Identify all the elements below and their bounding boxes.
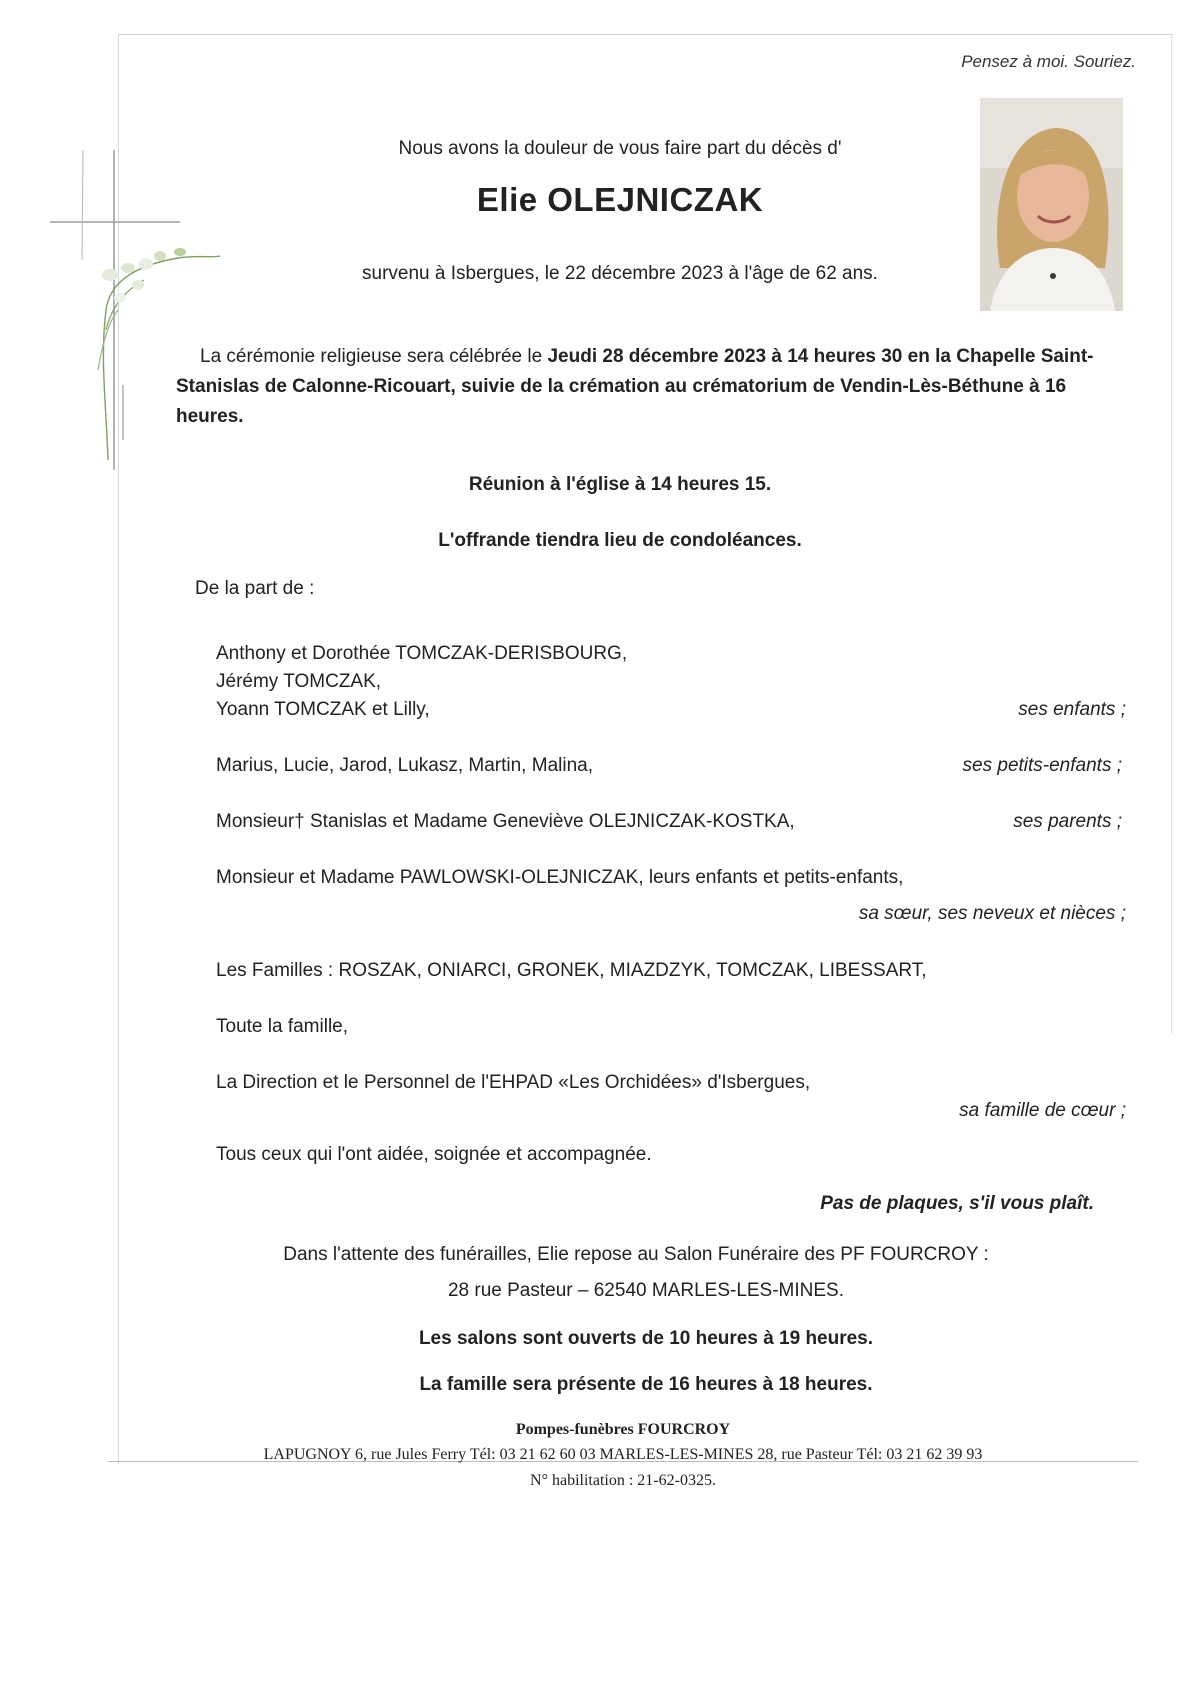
children-line-3: Yoann TOMCZAK et Lilly, — [216, 699, 430, 720]
all-family-line: Toute la famille, — [216, 1016, 349, 1037]
children-role: ses enfants ; — [1018, 699, 1126, 720]
frame-top-line — [118, 34, 1173, 35]
portrait-photo — [980, 98, 1123, 311]
footer-habilitation: N° habilitation : 21-62-0325. — [530, 1472, 716, 1489]
offrande-text: L'offrande tiendra lieu de condoléances. — [438, 530, 802, 551]
parents-role: ses parents ; — [1013, 811, 1122, 832]
ehpad-role: sa famille de cœur ; — [959, 1100, 1126, 1121]
children-line-2: Jérémy TOMCZAK, — [216, 671, 382, 692]
frame-right-line — [1171, 34, 1172, 1034]
grandchildren-role: ses petits-enfants ; — [962, 755, 1122, 776]
salon-line-2: 28 rue Pasteur – 62540 MARLES-LES-MINES. — [447, 1280, 845, 1301]
salons-open-text: Les salons sont ouverts de 10 heures à 19 heures. — [418, 1328, 874, 1349]
death-circumstances: survenu à Isbergues, le 22 décembre 2023 à l'âge de 62 ans. — [362, 263, 878, 284]
ceremony-paragraph — [176, 342, 1136, 432]
tagline: Pensez à moi. Souriez. — [961, 52, 1136, 71]
ceremony-details: Jeudi 28 décembre 2023 à 14 heures 30 en la Chapelle Saint-Stanislas de Calonne-Ricouart, suivie de la crémation au crématorium de Vendin-Lès-Béthune à 16 heures. — [176, 346, 1094, 427]
from-label: De la part de : — [195, 578, 315, 599]
ehpad-line: La Direction et le Personnel de l'EHPAD «Les Orchidées» d'Isbergues, — [216, 1072, 811, 1093]
reunion-text: Réunion à l'église à 14 heures 15. — [468, 474, 772, 495]
footer-addresses: LAPUGNOY 6, rue Jules Ferry Tél: 03 21 62 60 03 MARLES-LES-MINES 28, rue Pasteur Tél: 03 21 62 39 93 — [263, 1446, 983, 1463]
families-line: Les Familles : ROSZAK, ONIARCI, GRONEK, MIAZDZYK, TOMCZAK, LIBESSART, — [216, 960, 927, 981]
ceremony-lead: La cérémonie religieuse sera célébrée le — [200, 346, 548, 367]
children-line-1: Anthony et Dorothée TOMCZAK-DERISBOURG, — [216, 643, 628, 664]
sister-role: sa sœur, ses neveux et nièces ; — [858, 903, 1126, 924]
deceased-name: Elie OLEJNICZAK — [476, 181, 764, 218]
sister-line: Monsieur et Madame PAWLOWSKI-OLEJNICZAK, leurs enfants et petits-enfants, — [216, 867, 904, 888]
footer-company: Pompes-funèbres FOURCROY — [515, 1421, 731, 1438]
salon-line-1: Dans l'attente des funérailles, Elie repose au Salon Funéraire des PF FOURCROY : — [283, 1244, 989, 1265]
family-present-text: La famille sera présente de 16 heures à 18 heures. — [419, 1374, 873, 1395]
parents-line: Monsieur† Stanislas et Madame Geneviève OLEJNICZAK-KOSTKA, — [216, 811, 795, 832]
carers-line: Tous ceux qui l'ont aidée, soignée et accompagnée. — [216, 1144, 652, 1165]
no-plaques-note: Pas de plaques, s'il vous plaît. — [820, 1193, 1094, 1214]
intro-text: Nous avons la douleur de vous faire part du décès d' — [398, 138, 842, 159]
grandchildren-line: Marius, Lucie, Jarod, Lukasz, Martin, Malina, — [216, 755, 593, 776]
